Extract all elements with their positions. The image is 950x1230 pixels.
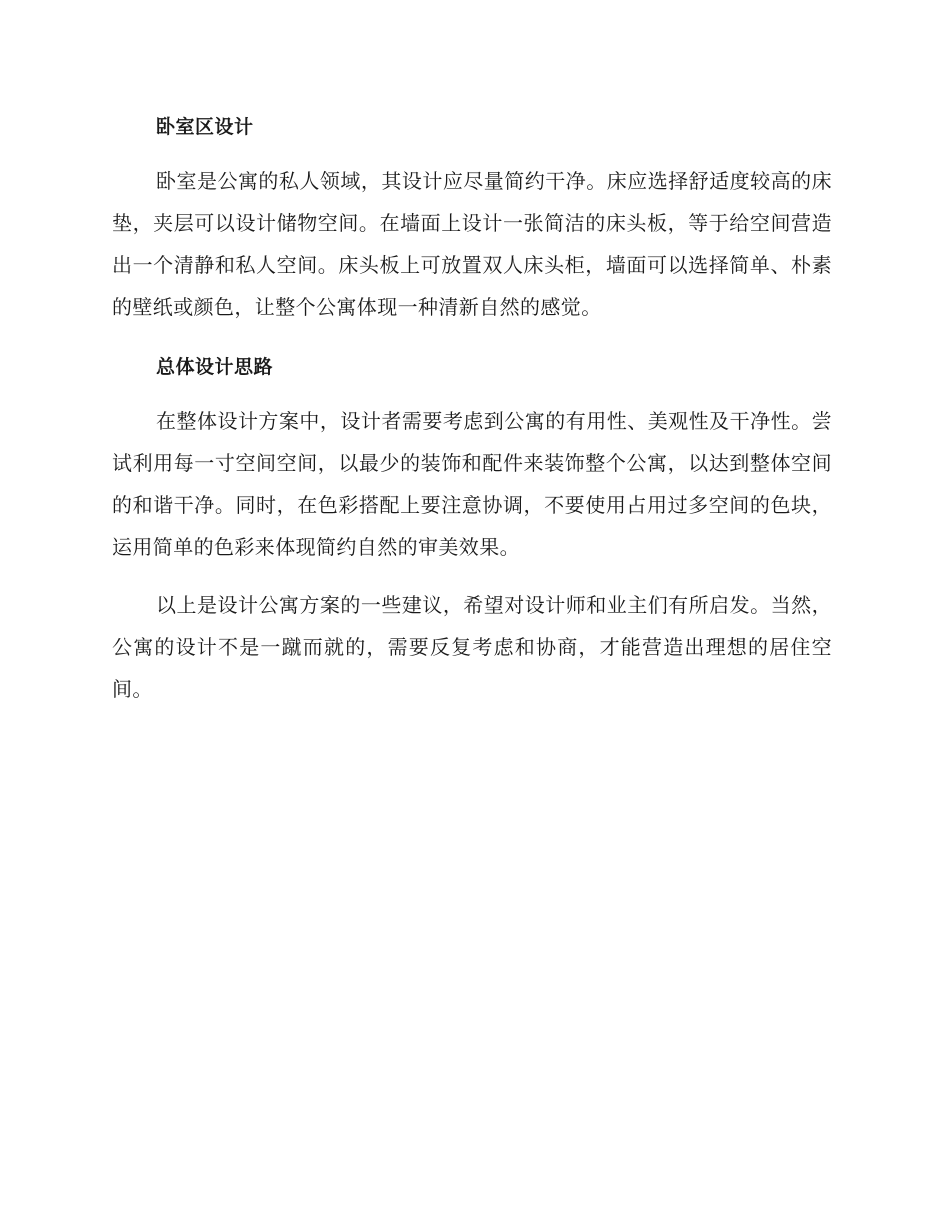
document-body: [112, 108, 832, 710]
section-paragraph-bedroom: 卧室是公寓的私人领域，其设计应尽量简约干净。床应选择舒适度较高的床垫，夹层可以设计储物空间。在墙面上设计一张简洁的床头板，等于给空间营造出一个清静和私人空间。床头板上可放置双人床头柜，墙面可以选择简单、朴素的壁纸或颜色，让整个公寓体现一种清新自然的感觉。: [112, 169, 832, 319]
section-heading-bedroom: 卧室区设计: [156, 116, 254, 138]
closing-paragraph: 以上是设计公寓方案的一些建议，希望对设计师和业主们有所启发。当然，公寓的设计不是一蹴而就的，需要反复考虑和协商，才能营造出理想的居住空间。: [112, 593, 832, 701]
section-heading-overall: 总体设计思路: [156, 356, 274, 378]
section-paragraph-overall: 在整体设计方案中，设计者需要考虑到公寓的有用性、美观性及干净性。尝试利用每一寸空间空间，以最少的装饰和配件来装饰整个公寓，以达到整体空间的和谐干净。同时，在色彩搭配上要注意协调，不要使用占用过多空间的色块，运用简单的色彩来体现简约自然的审美效果。: [112, 409, 832, 559]
